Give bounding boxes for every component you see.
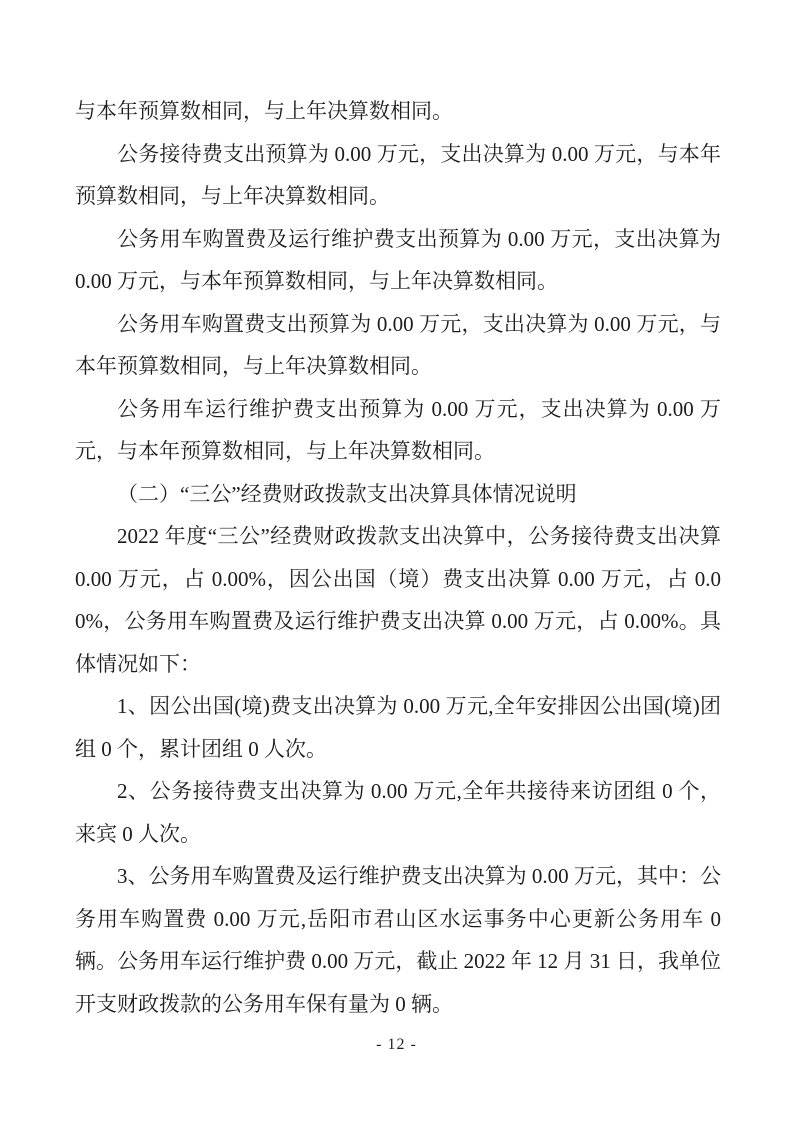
section-heading-two: （二）“三公”经费财政拨款支出决算具体情况说明: [117, 481, 577, 506]
paragraph-vehicle-purchase-maintenance-budget: 公务用车购置费及运行维护费支出预算为 0.00 万元，支出决算为 0.00 万元，与本年预算数相同，与上年决算数相同。: [75, 226, 721, 293]
paragraph-item-1-abroad: 1、因公出国(境)费支出决算为 0.00 万元,全年安排因公出国(境)团组 0 个，累计团组 0 人次。: [75, 694, 721, 761]
paragraph-item-2-reception: 2、公务接待费支出决算为 0.00 万元,全年共接待来访团组 0 个，来宾 0 人次。: [75, 779, 721, 846]
paragraph-vehicle-purchase-budget: 公务用车购置费支出预算为 0.00 万元，支出决算为 0.00 万元，与本年预算数相同，与上年决算数相同。: [75, 311, 721, 378]
paragraph-vehicle-maintenance-budget: 公务用车运行维护费支出预算为 0.00 万元，支出决算为 0.00 万元，与本年预算数相同，与上年决算数相同。: [75, 396, 721, 463]
paragraph-three-public-summary: 2022 年度“三公”经费财政拨款支出决算中，公务接待费支出决算 0.00 万元，占 0.00%，因公出国（境）费支出决算 0.00 万元，占 0.00%，公务用车购置费及运行维护费支出决算 0.00 万元，占 0.00%。具体情况如下：: [75, 524, 721, 676]
page-content: [75, 90, 721, 1025]
paragraph-reception-budget: 公务接待费支出预算为 0.00 万元，支出决算为 0.00 万元，与本年预算数相同，与上年决算数相同。: [75, 141, 721, 208]
paragraph-item-3-vehicles: 3、公务用车购置费及运行维护费支出决算为 0.00 万元，其中：公务用车购置费 0.00 万元,岳阳市君山区水运事务中心更新公务用车 0 辆。公务用车运行维护费 0.00 万元，截止 2022 年 12 月 31 日，我单位开支财政拨款的公务用车保有量为 0 辆。: [75, 864, 721, 1016]
page-footer: [0, 1034, 793, 1056]
page-number: - 12 -: [376, 1036, 417, 1053]
paragraph-continuation: 与本年预算数相同，与上年决算数相同。: [75, 99, 453, 123]
